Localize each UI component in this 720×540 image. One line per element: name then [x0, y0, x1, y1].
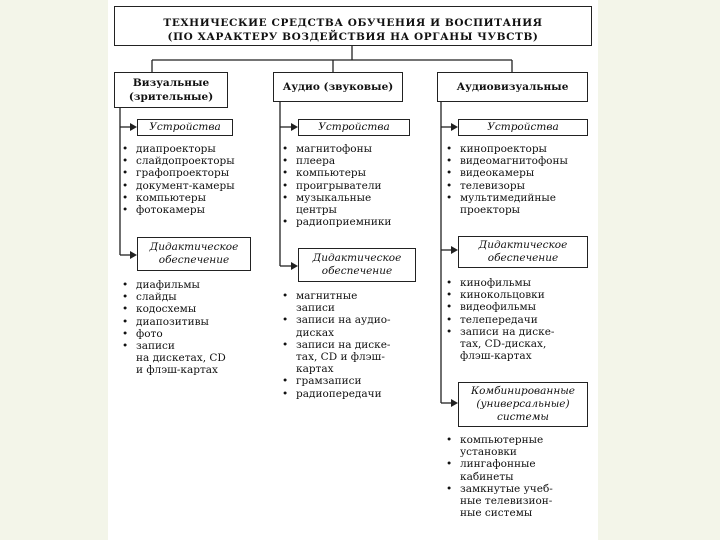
list-item: • записи на дискe- тах, CD-дисках, флэш-картах	[444, 326, 594, 363]
diagram-page	[108, 0, 598, 540]
list-item: • видеомагнитофоны	[444, 155, 594, 167]
combined-label-line3: системы	[497, 411, 549, 423]
list-item: • замкнутые учеб- ные телевизион- ные системы	[444, 483, 594, 520]
arrow-col3-combined	[451, 399, 458, 407]
header-visual-line2: (зрительные)	[128, 91, 214, 103]
list-item: • графопроекторы	[120, 167, 270, 179]
combined-label-audiovisual	[458, 382, 588, 427]
title-box	[114, 6, 592, 46]
combined-label-line2: (универсальные)	[476, 398, 570, 410]
devices-list-visual	[120, 143, 270, 216]
didactic-label-audiovisual-line1: Дидактическое	[478, 239, 568, 251]
list-item: • мультимедийные проекторы	[444, 192, 594, 216]
combined-label-line1: Комбинированные	[470, 385, 575, 397]
list-item: • телевизоры	[444, 180, 594, 192]
arrow-col3-devices	[451, 123, 458, 131]
arrow-col1-devices	[130, 123, 137, 131]
header-audio-line1: Аудио (звуковые)	[282, 81, 394, 93]
devices-label-audio-text: Устройства	[318, 121, 390, 133]
combined-list-audiovisual	[444, 434, 594, 519]
list-item: • кинокольцовки	[444, 289, 594, 301]
list-item: • проигрыватели	[280, 180, 438, 192]
didactic-list-audio	[280, 290, 438, 400]
list-item: • документ-камеры	[120, 180, 270, 192]
didactic-list-audiovisual	[444, 277, 594, 362]
list-item: • диапроекторы	[120, 143, 270, 155]
list-item: • компьютеры	[280, 167, 438, 179]
list-item: • диапозитивы	[120, 316, 270, 328]
didactic-label-visual-line1: Дидактическое	[149, 241, 239, 253]
list-item: • радиоприемники	[280, 216, 438, 228]
list-item: • фото	[120, 328, 270, 340]
header-audiovisual-line1: Аудиовизуальные	[456, 81, 569, 93]
arrow-col1-didactic	[130, 251, 137, 259]
didactic-label-audio-line2: обеспечение	[321, 265, 393, 277]
didactic-label-audio	[298, 248, 416, 282]
list-item: • плеера	[280, 155, 438, 167]
devices-label-visual	[137, 119, 233, 136]
header-visual-line1: Визуальные	[132, 77, 210, 89]
header-audiovisual	[437, 72, 588, 102]
list-item: • кинофильмы	[444, 277, 594, 289]
list-item: • кинопроекторы	[444, 143, 594, 155]
list-item: • музыкальные центры	[280, 192, 438, 216]
didactic-label-audio-line1: Дидактическое	[312, 252, 402, 264]
list-item: • телепередачи	[444, 314, 594, 326]
arrow-col2-didactic	[291, 262, 298, 270]
list-item: • записи на дискетах, CD и флэш-картах	[120, 340, 270, 377]
arrow-col3-didactic	[451, 246, 458, 254]
list-item: • компьютерные установки	[444, 434, 594, 458]
devices-list-audio	[280, 143, 438, 228]
list-item: • радиопередачи	[280, 388, 438, 400]
list-item: • компьютеры	[120, 192, 270, 204]
list-item: • видеокамеры	[444, 167, 594, 179]
list-item: • диафильмы	[120, 279, 270, 291]
title-line1: ТЕХНИЧЕСКИЕ СРЕДСТВА ОБУЧЕНИЯ И ВОСПИТАНИЯ	[163, 17, 543, 29]
list-item: • магнитные записи	[280, 290, 438, 314]
arrow-col2-devices	[291, 123, 298, 131]
devices-list-audiovisual	[444, 143, 594, 216]
list-item: • записи на аудио- дисках	[280, 314, 438, 338]
devices-label-visual-text: Устройства	[149, 121, 221, 133]
list-item: • записи на диске- тах, CD и флэш- картах	[280, 339, 438, 376]
devices-label-audiovisual-text: Устройства	[487, 121, 559, 133]
title-line2: (ПО ХАРАКТЕРУ ВОЗДЕЙСТВИЯ НА ОРГАНЫ ЧУВСТВ)	[167, 31, 539, 43]
didactic-label-audiovisual	[458, 236, 588, 268]
list-item: • кодосхемы	[120, 303, 270, 315]
list-item: • фотокамеры	[120, 204, 270, 216]
list-item: • лингафонные кабинеты	[444, 458, 594, 482]
didactic-label-visual	[137, 237, 251, 271]
devices-label-audiovisual	[458, 119, 588, 136]
list-item: • магнитофоны	[280, 143, 438, 155]
devices-label-audio	[298, 119, 410, 136]
header-audio	[273, 72, 403, 102]
list-item: • слайдопроекторы	[120, 155, 270, 167]
list-item: • грамзаписи	[280, 375, 438, 387]
list-item: • слайды	[120, 291, 270, 303]
didactic-list-visual	[120, 279, 270, 377]
header-visual	[114, 72, 228, 108]
list-item: • видеофильмы	[444, 301, 594, 313]
didactic-label-audiovisual-line2: обеспечение	[487, 252, 559, 264]
didactic-label-visual-line2: обеспечение	[158, 254, 230, 266]
